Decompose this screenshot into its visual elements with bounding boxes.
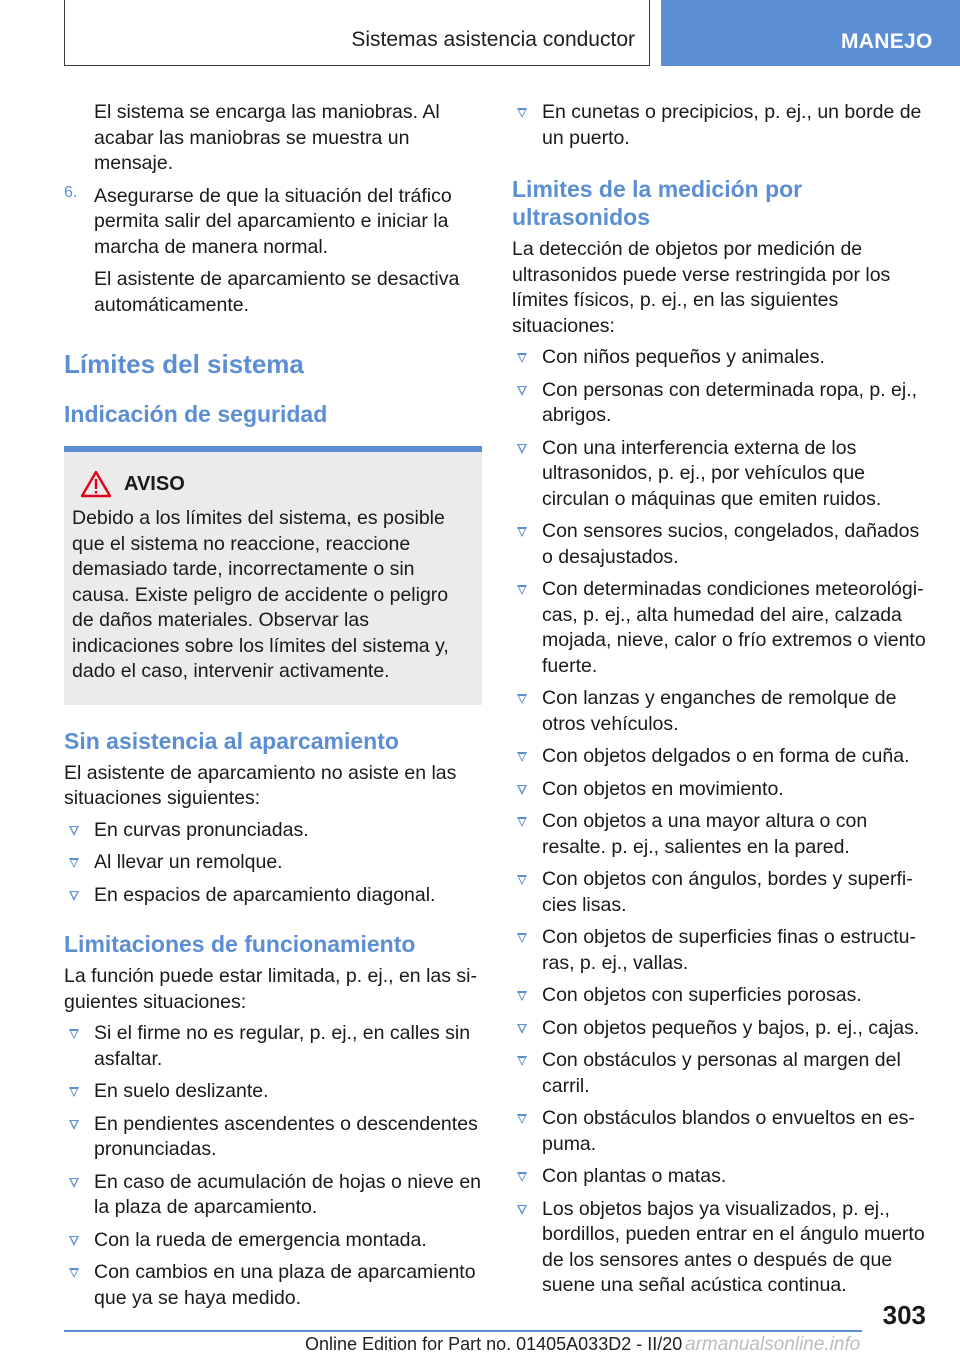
heading-no-assist: Sin asistencia al aparcamiento	[64, 727, 399, 754]
list-item: Con obstáculos blandos o envueltos en espuma.	[512, 1106, 926, 1157]
header-section-title: Sistemas asistencia conductor	[351, 28, 635, 51]
bullet-triangle-icon	[517, 933, 527, 943]
page-header	[0, 0, 960, 66]
list-item: Con plantas o matas.	[512, 1164, 926, 1190]
list-item: Con objetos pequeños y bajos, p. ej., cajas.	[512, 1016, 926, 1042]
bullet-triangle-icon	[69, 891, 79, 901]
list-item: Con objetos de superficies finas o estructuras, p. ej., vallas.	[512, 925, 926, 976]
heading-safety-note: Indicación de seguridad	[64, 401, 328, 427]
bullet-triangle-icon	[517, 817, 527, 827]
header-section-box	[64, 0, 650, 66]
footer-watermark-logo: armanualsonline.info	[685, 1334, 861, 1355]
bullet-triangle-icon	[69, 1268, 79, 1278]
footer-divider	[64, 1330, 862, 1332]
bullet-triangle-icon	[69, 1120, 79, 1130]
bullet-triangle-icon	[517, 752, 527, 762]
list-item: Con objetos con superficies porosas.	[512, 983, 926, 1009]
list-item: Con objetos a una mayor altura o con resalte. p. ej., salientes en la pared.	[512, 809, 926, 860]
list-item: En suelo deslizante.	[64, 1079, 482, 1105]
ultrasonic-intro: La detección de objetos por medición de ultrasonidos puede verse restringida por los límites físicos, p. ej., en las siguientes situaciones:	[512, 238, 891, 337]
bullet-triangle-icon	[69, 1087, 79, 1097]
top-list	[512, 100, 926, 151]
bullet-triangle-icon	[69, 858, 79, 868]
list-item: Con objetos con ángulos, bordes y superficies lisas.	[512, 867, 926, 918]
bullet-triangle-icon	[517, 1114, 527, 1124]
step-6	[64, 184, 482, 261]
bullet-triangle-icon	[517, 1056, 527, 1066]
step-note: El asistente de aparcamiento se desactiva automáticamente.	[94, 268, 460, 316]
list-item: En curvas pronunciadas.	[64, 818, 482, 844]
bullet-triangle-icon	[69, 1178, 79, 1188]
list-item: En espacios de aparcamiento diagonal.	[64, 883, 482, 909]
bullet-triangle-icon	[517, 386, 527, 396]
list-item: En cunetas o precipicios, p. ej., un borde de un puerto.	[512, 100, 926, 151]
list-item: Con objetos en movimiento.	[512, 777, 926, 803]
bullet-triangle-icon	[517, 991, 527, 1001]
bullet-triangle-icon	[69, 1236, 79, 1246]
no-assist-intro: El asistente de aparcamiento no asiste en las situaciones siguientes:	[64, 761, 457, 809]
heading-system-limits: Límites del sistema	[64, 349, 304, 379]
list-item: En caso de acumulación de hojas o nieve en la plaza de aparcamiento.	[64, 1170, 482, 1221]
warning-triangle-icon	[80, 470, 112, 498]
bullet-triangle-icon	[517, 353, 527, 363]
bullet-triangle-icon	[69, 826, 79, 836]
warning-box	[64, 446, 482, 705]
function-list	[64, 1021, 482, 1311]
bullet-triangle-icon	[517, 1172, 527, 1182]
right-column	[512, 100, 926, 1306]
bullet-triangle-icon	[517, 1205, 527, 1215]
footer-edition: Online Edition for Part no. 01405A033D2 - II/20	[305, 1334, 683, 1354]
list-item: En pendientes ascendentes o descendentes pronunciadas.	[64, 1112, 482, 1163]
step-text: Asegurarse de que la situación del tráfico permita salir del aparcamiento e iniciar la marcha de manera normal.	[94, 184, 452, 258]
bullet-triangle-icon	[517, 694, 527, 704]
list-item: Si el firme no es regular, p. ej., en calles sin asfaltar.	[64, 1021, 482, 1072]
list-item: Con personas con determinada ropa, p. ej., abrigos.	[512, 378, 926, 429]
bullet-triangle-icon	[517, 585, 527, 595]
bullet-triangle-icon	[517, 1024, 527, 1034]
header-chapter-tab[interactable]	[661, 0, 960, 66]
bullet-triangle-icon	[517, 444, 527, 454]
heading-function-limits: Limitaciones de funcionamiento	[64, 931, 416, 957]
list-item: Al llevar un remolque.	[64, 850, 482, 876]
bullet-triangle-icon	[517, 527, 527, 537]
list-item: Con cambios en una plaza de aparcamiento que ya se haya medido.	[64, 1260, 482, 1311]
function-intro: La función puede estar limitada, p. ej., en las siguientes situaciones:	[64, 965, 477, 1013]
list-item: Con la rueda de emergencia montada.	[64, 1228, 482, 1254]
left-column	[64, 100, 482, 1318]
step-number: 6.	[64, 183, 78, 201]
list-item: Con una interferencia externa de los ultrasonidos, p. ej., por vehículos que circulan o máquinas que emiten ruidos.	[512, 436, 926, 513]
intro-continuation: El sistema se encarga las maniobras. Al acabar las maniobras se muestra un mensaje.	[94, 101, 440, 174]
bullet-triangle-icon	[69, 1029, 79, 1039]
page-number: 303	[882, 1300, 926, 1330]
bullet-triangle-icon	[517, 875, 527, 885]
list-item: Los objetos bajos ya visualizados, p. ej., bordillos, pueden entrar en el ángulo muerto de los sensores antes o después de que suene una señal acústica continua.	[512, 1197, 926, 1299]
list-item: Con obstáculos y personas al margen del carril.	[512, 1048, 926, 1099]
ultrasonic-list	[512, 345, 926, 1299]
warning-header	[72, 470, 472, 498]
warning-text: Debido a los límites del sistema, es posible que el sistema no reaccione, reaccione demasiado tarde, incorrectamente o sin causa. Existe peligro de accidente o peligro de daños materiales. Observar las indicaciones sobre los límites del sistema y, dado el caso, intervenir activamente.	[72, 507, 449, 682]
list-item: Con niños pequeños y animales.	[512, 345, 926, 371]
list-item: Con determinadas condiciones meteorológicas, p. ej., alta humedad del aire, calzada mojada, nieve, calor o frío extremos o viento fuerte.	[512, 577, 926, 679]
list-item: Con lanzas y enganches de remolque de otros vehículos.	[512, 686, 926, 737]
list-item: Con sensores sucios, congelados, dañados o desajustados.	[512, 519, 926, 570]
warning-title: AVISO	[124, 472, 185, 495]
bullet-triangle-icon	[517, 108, 527, 118]
heading-ultrasonic-limits: Limites de la medición por ultrasonidos	[512, 176, 803, 230]
no-assist-list	[64, 818, 482, 909]
list-item: Con objetos delgados o en forma de cuña.	[512, 744, 926, 770]
bullet-triangle-icon	[517, 785, 527, 795]
header-chapter-label: MANEJO	[841, 30, 933, 53]
